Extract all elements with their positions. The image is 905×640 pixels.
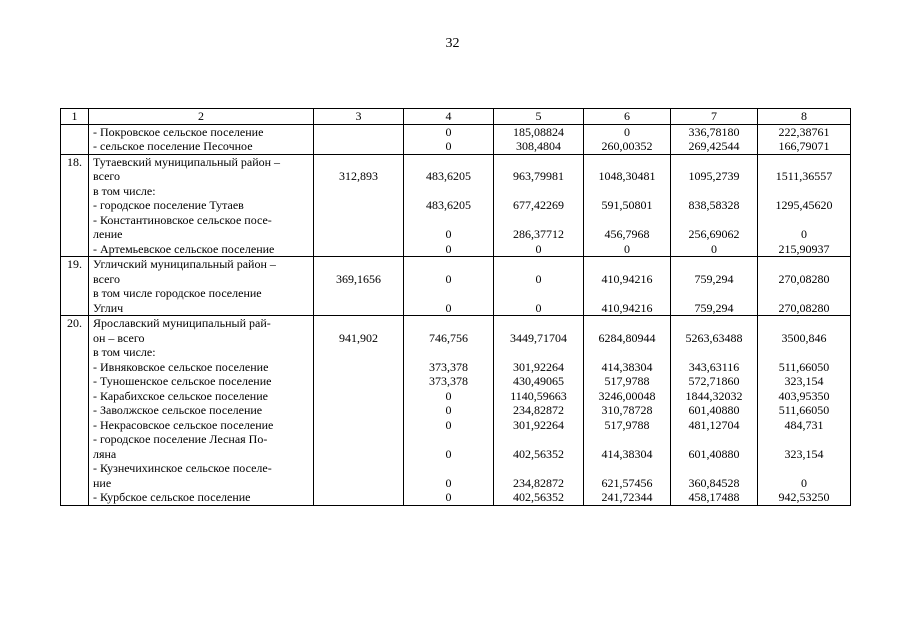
value-cell — [314, 124, 404, 154]
value-line: 0 — [624, 124, 630, 139]
table-row — [61, 257, 851, 316]
value-line — [762, 184, 846, 199]
value-line: 323,154 — [784, 446, 824, 461]
value-line: 0 — [535, 241, 542, 256]
value-line: 241,72344 — [601, 490, 653, 504]
territory-name-line: ляна — [93, 446, 117, 461]
value-line: 410,94216 — [601, 271, 653, 286]
value-line — [588, 345, 666, 360]
value-cell — [758, 257, 851, 316]
value-line — [675, 213, 753, 228]
value-line — [318, 198, 399, 213]
value-line: 601,40880 — [688, 446, 740, 461]
value-cell — [671, 124, 758, 154]
territory-name-line: - Туношенское сельское поселение — [93, 374, 272, 388]
value-line — [762, 432, 846, 447]
value-line: 312,893 — [339, 169, 378, 183]
value-line — [498, 286, 579, 301]
value-line — [762, 213, 846, 228]
row-number: 19. — [61, 257, 89, 316]
value-line: 301,92264 — [513, 359, 564, 374]
value-line — [318, 418, 399, 433]
value-line — [318, 286, 399, 301]
value-line: 1295,45620 — [775, 198, 833, 212]
value-line — [408, 432, 489, 447]
value-line: 222,38761 — [778, 124, 830, 139]
value-line — [762, 316, 846, 331]
value-line — [318, 447, 399, 462]
value-cell — [584, 316, 671, 506]
value-line: 185,08824 — [513, 124, 564, 139]
territory-name-line: ние — [93, 475, 112, 490]
table-row — [61, 124, 851, 154]
territory-name-line: - Кузнечихинское сельское поселе- — [93, 461, 272, 475]
table-row — [61, 154, 851, 257]
value-line: 234,82872 — [513, 475, 564, 490]
value-line: 323,154 — [784, 374, 824, 388]
value-line: 256,69062 — [688, 227, 740, 241]
territory-name-cell — [89, 154, 314, 257]
territory-name-cell — [89, 124, 314, 154]
value-line: 1844,32032 — [685, 388, 743, 403]
territory-name-line: - Курбское сельское поселение — [93, 490, 251, 504]
territory-name-line: Ярославский муниципальный рай- — [93, 316, 271, 330]
value-line: 343,63116 — [688, 359, 740, 374]
column-header: 5 — [494, 109, 584, 125]
value-line — [588, 184, 666, 199]
value-line: 0 — [445, 446, 452, 461]
value-line: 591,50801 — [601, 198, 653, 212]
value-cell — [494, 124, 584, 154]
value-cell — [314, 316, 404, 506]
value-line: 601,40880 — [688, 403, 740, 417]
value-cell — [404, 154, 494, 257]
value-line — [318, 403, 399, 418]
value-line: 483,6205 — [426, 198, 471, 212]
value-cell — [494, 257, 584, 316]
value-line: 484,731 — [784, 417, 824, 432]
value-line: 0 — [445, 417, 452, 432]
value-line — [762, 286, 846, 301]
value-line — [588, 286, 666, 301]
value-cell — [671, 257, 758, 316]
value-cell — [494, 316, 584, 506]
value-cell — [314, 154, 404, 257]
value-line: 373,378 — [429, 359, 468, 374]
value-line: 260,00352 — [601, 139, 653, 153]
territory-name-line: ление — [93, 227, 123, 241]
value-line — [762, 461, 846, 476]
value-line: 0 — [445, 490, 452, 504]
value-line — [318, 125, 399, 140]
column-header: 1 — [61, 109, 89, 125]
value-cell — [404, 316, 494, 506]
value-cell — [758, 124, 851, 154]
value-line — [408, 213, 489, 228]
territory-name-line: - Некрасовское сельское поселение — [93, 417, 274, 432]
row-number: 20. — [61, 316, 89, 506]
value-line: 456,7968 — [604, 227, 650, 241]
value-line — [588, 213, 666, 228]
value-line — [408, 345, 489, 360]
value-line — [318, 242, 399, 257]
territory-name-line: в том числе: — [93, 183, 156, 198]
value-line — [498, 316, 579, 331]
row-number — [61, 124, 89, 154]
territory-name-line: в том числе: — [93, 345, 156, 359]
value-line — [318, 476, 399, 491]
row-number: 18. — [61, 154, 89, 257]
column-header: 3 — [314, 109, 404, 125]
value-line: 0 — [801, 475, 807, 490]
value-line: 6284,80944 — [598, 330, 656, 345]
data-table — [60, 108, 851, 506]
value-line: 3246,00048 — [598, 388, 656, 403]
value-line: 360,84528 — [688, 475, 740, 490]
value-line — [675, 316, 753, 331]
value-line: 369,1656 — [336, 271, 381, 286]
value-line — [498, 345, 579, 360]
value-line — [588, 432, 666, 447]
value-line: 0 — [445, 271, 452, 286]
territory-name-line: - Константиновское сельское посе- — [93, 212, 272, 227]
value-line — [588, 257, 666, 272]
territory-name-cell — [89, 257, 314, 316]
territory-name-line: - Карабихское сельское поселение — [93, 388, 268, 403]
value-line — [498, 257, 579, 272]
column-header: 7 — [671, 109, 758, 125]
value-line: 373,378 — [429, 374, 468, 388]
value-line: 234,82872 — [513, 403, 564, 417]
value-line — [675, 345, 753, 360]
territory-name-line: - Артемьевское сельское поселение — [93, 241, 275, 256]
value-line — [675, 286, 753, 301]
value-cell — [584, 257, 671, 316]
value-line: 414,38304 — [601, 359, 653, 374]
territory-name-line: Угличский муниципальный район – — [93, 257, 276, 271]
value-line — [675, 461, 753, 476]
territory-name-line: Углич — [93, 300, 124, 315]
value-line: 942,53250 — [778, 490, 830, 504]
value-line: 0 — [445, 227, 452, 241]
value-cell — [314, 257, 404, 316]
value-line — [588, 155, 666, 170]
value-line — [318, 301, 399, 316]
territory-name-line: в том числе городское поселение — [93, 286, 262, 300]
value-line — [762, 155, 846, 170]
value-line — [498, 213, 579, 228]
value-line: 1140,59663 — [510, 388, 567, 403]
territory-name-line: - Заволжское сельское поселение — [93, 403, 263, 417]
value-line: 0 — [445, 124, 452, 139]
value-line: 402,56352 — [513, 490, 564, 504]
value-line: 270,08280 — [778, 271, 830, 286]
value-line: 572,71860 — [688, 374, 740, 388]
page-number: 32 — [445, 36, 460, 51]
territory-name-cell — [89, 316, 314, 506]
territory-name-line: - городское поселение Лесная По- — [93, 432, 268, 446]
value-line: 308,4804 — [516, 139, 561, 153]
value-line: 0 — [535, 300, 542, 315]
value-line — [498, 461, 579, 476]
column-header: 8 — [758, 109, 851, 125]
value-line: 301,92264 — [513, 417, 564, 432]
value-line — [318, 345, 399, 360]
value-line — [675, 257, 753, 272]
value-line — [318, 490, 399, 505]
value-cell — [671, 154, 758, 257]
value-line: 414,38304 — [601, 446, 653, 461]
value-cell — [758, 154, 851, 257]
value-line: 3449,71704 — [510, 330, 567, 345]
value-line — [408, 316, 489, 331]
territory-name-line: - Ивняковское сельское поселение — [93, 359, 269, 374]
value-line: 511,66050 — [778, 403, 830, 417]
header-row — [61, 109, 851, 125]
value-line: 3500,846 — [781, 330, 827, 345]
column-header: 2 — [89, 109, 314, 125]
table-body — [61, 124, 851, 505]
value-line: 0 — [801, 227, 807, 241]
value-line: 517,9788 — [604, 417, 650, 432]
value-line — [318, 461, 399, 476]
value-line: 963,79981 — [513, 169, 564, 183]
value-line: 481,12704 — [688, 417, 740, 432]
value-line: 215,90937 — [778, 241, 830, 256]
value-line: 286,37712 — [513, 227, 564, 241]
value-line: 430,49065 — [513, 374, 564, 388]
value-line — [318, 316, 399, 331]
value-line: 483,6205 — [426, 169, 471, 183]
value-line: 1095,2739 — [688, 169, 740, 183]
territory-name-line: - Покровское сельское поселение — [93, 124, 264, 139]
value-line — [675, 155, 753, 170]
value-line: 621,57456 — [601, 475, 653, 490]
value-line: 1048,30481 — [598, 169, 656, 183]
value-line: 511,66050 — [778, 359, 830, 374]
value-cell — [671, 316, 758, 506]
value-line — [675, 432, 753, 447]
value-cell — [584, 124, 671, 154]
value-line — [498, 155, 579, 170]
value-line — [318, 432, 399, 447]
territory-name-line: всего — [93, 271, 121, 286]
value-line: 0 — [535, 271, 542, 286]
value-line: 402,56352 — [513, 446, 564, 461]
value-line: 0 — [445, 300, 452, 315]
value-line: 269,42544 — [688, 139, 740, 153]
value-line — [408, 184, 489, 199]
value-line — [762, 345, 846, 360]
value-cell — [404, 257, 494, 316]
value-line — [318, 184, 399, 199]
value-line — [408, 461, 489, 476]
value-line — [498, 184, 579, 199]
value-line: 759,294 — [694, 271, 734, 286]
territory-name-line: всего — [93, 169, 121, 183]
value-line: 0 — [624, 241, 630, 256]
value-line: 5263,63488 — [685, 330, 743, 345]
value-line: 270,08280 — [778, 300, 830, 315]
table-row — [61, 316, 851, 506]
value-line — [408, 257, 489, 272]
value-line — [675, 184, 753, 199]
value-line — [498, 432, 579, 447]
column-header: 4 — [404, 109, 494, 125]
value-line: 458,17488 — [688, 490, 740, 504]
territory-name-line: - сельское поселение Песочное — [93, 139, 253, 153]
value-line — [318, 389, 399, 404]
value-line: 517,9788 — [604, 374, 650, 388]
value-line: 838,58328 — [688, 198, 740, 212]
value-line: 759,294 — [694, 300, 734, 315]
value-line — [588, 316, 666, 331]
value-line — [408, 155, 489, 170]
territory-name-line: Тутаевский муниципальный район – — [93, 154, 281, 169]
value-line: 0 — [711, 241, 717, 256]
value-line — [318, 374, 399, 389]
value-line — [318, 360, 399, 375]
value-line: 0 — [445, 403, 452, 417]
value-line: 403,95350 — [778, 388, 830, 403]
value-line — [318, 213, 399, 228]
value-line: 1511,36557 — [775, 169, 833, 183]
value-line: 336,78180 — [688, 124, 740, 139]
value-cell — [404, 124, 494, 154]
value-line: 0 — [445, 388, 452, 403]
value-cell — [584, 154, 671, 257]
territory-name-line: - городское поселение Тутаев — [93, 198, 244, 212]
value-line: 677,42269 — [513, 198, 564, 212]
value-line — [588, 461, 666, 476]
territory-name-line: он – всего — [93, 330, 145, 345]
value-line — [318, 155, 399, 170]
value-line: 0 — [445, 139, 452, 153]
value-line: 0 — [445, 475, 452, 490]
value-line: 410,94216 — [601, 300, 653, 315]
value-line: 0 — [445, 241, 452, 256]
value-cell — [494, 154, 584, 257]
value-line: 746,756 — [429, 330, 468, 345]
value-line — [408, 286, 489, 301]
value-line: 310,78728 — [601, 403, 653, 417]
value-line: 166,79071 — [778, 139, 830, 153]
column-header: 6 — [584, 109, 671, 125]
value-line — [762, 257, 846, 272]
value-line — [318, 139, 399, 154]
value-line — [318, 257, 399, 272]
value-cell — [758, 316, 851, 506]
value-line: 941,902 — [339, 330, 378, 345]
value-line — [318, 227, 399, 242]
